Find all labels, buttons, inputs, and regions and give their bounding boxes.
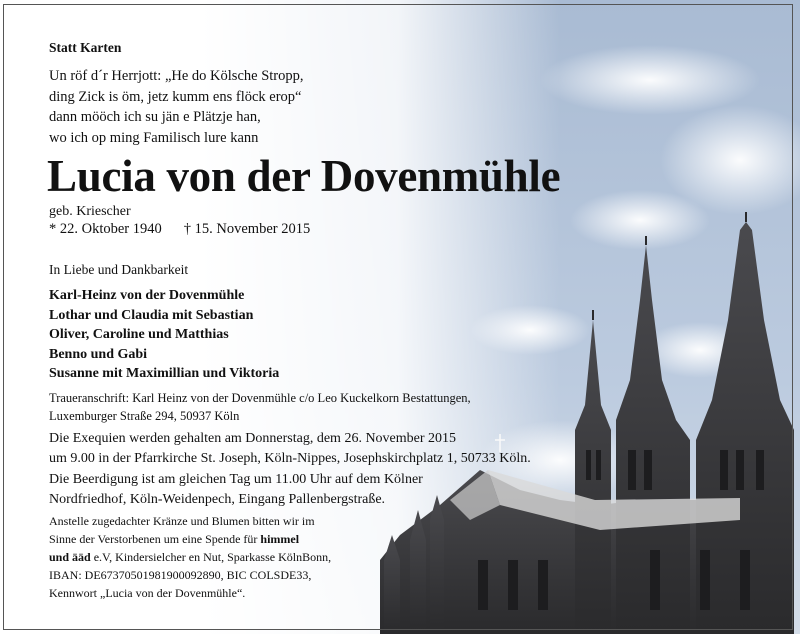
donation-line xyxy=(49,530,331,548)
donation-line xyxy=(49,548,331,566)
poem-line: dann mööch ich su jän e Plätzje han, xyxy=(49,109,261,125)
donation-line: Kennwort „Lucia von der Dovenmühle“. xyxy=(49,586,246,600)
death-date: † 15. November 2015 xyxy=(183,221,311,237)
charity-name-part: und ääd xyxy=(49,550,91,564)
charity-name-part: himmel xyxy=(260,532,300,546)
mourner: Lothar und Claudia mit Sebastian xyxy=(49,307,254,323)
life-dates xyxy=(49,221,310,238)
burial-line: Die Beerdigung ist am gleichen Tag um 11.00 Uhr auf dem Kölner xyxy=(49,472,423,487)
mourning-address xyxy=(49,389,471,425)
birth-name: geb. Kriescher xyxy=(49,204,131,219)
exequies-line: Die Exequien werden gehalten am Donnerstag, dem 26. November 2015 xyxy=(49,431,457,446)
poem-line: wo ich op ming Familisch lure kann xyxy=(49,129,259,146)
exequies-line: um 9.00 in der Pfarrkirche St. Joseph, Köln-Nippes, Josephskirchplatz 1, 50733 Köln. xyxy=(49,450,531,466)
mourner: Karl-Heinz von der Dovenmühle xyxy=(49,288,245,303)
poem-line: ding Zick is öm, jetz kumm ens flöck erop“ xyxy=(49,88,302,105)
donation-line: Anstelle zugedachter Kränze und Blumen bitten wir im xyxy=(49,514,315,528)
donation-text: Sinne der Verstorbenen um eine Spende für xyxy=(49,532,261,546)
birth-date: * 22. Oktober 1940 xyxy=(49,221,162,237)
poem xyxy=(49,66,304,148)
mourners-intro: In Liebe und Dankbarkeit xyxy=(49,262,189,277)
address-line: Traueranschrift: Karl Heinz von der Dovenmühle c/o Leo Kuckelkorn Bestattungen, xyxy=(49,391,471,405)
donation-line: IBAN: DE67370501981900092890, BIC COLSDE33, xyxy=(49,568,312,582)
mourner: Susanne mit Maximillian und Viktoria xyxy=(49,366,280,381)
burial-line: Nordfriedhof, Köln-Weidenpech, Eingang Pallenbergstraße. xyxy=(49,491,386,507)
donation-info xyxy=(49,512,331,602)
mourner: Oliver, Caroline und Matthias xyxy=(49,327,229,342)
mourners-list xyxy=(49,286,279,384)
address-line: Luxemburger Straße 294, 50937 Köln xyxy=(49,409,240,423)
deceased-name: Lucia von der Dovenmühle xyxy=(47,151,561,201)
poem-line: Un röf d´r Herrjott: „He do Kölsche Stropp, xyxy=(49,68,304,84)
exequies-info xyxy=(49,429,531,468)
heading: Statt Karten xyxy=(49,40,122,55)
burial-info xyxy=(49,470,423,509)
mourner: Benno und Gabi xyxy=(49,346,148,362)
donation-text: e.V, Kindersielcher en Nut, Sparkasse KölnBonn, xyxy=(90,550,332,564)
